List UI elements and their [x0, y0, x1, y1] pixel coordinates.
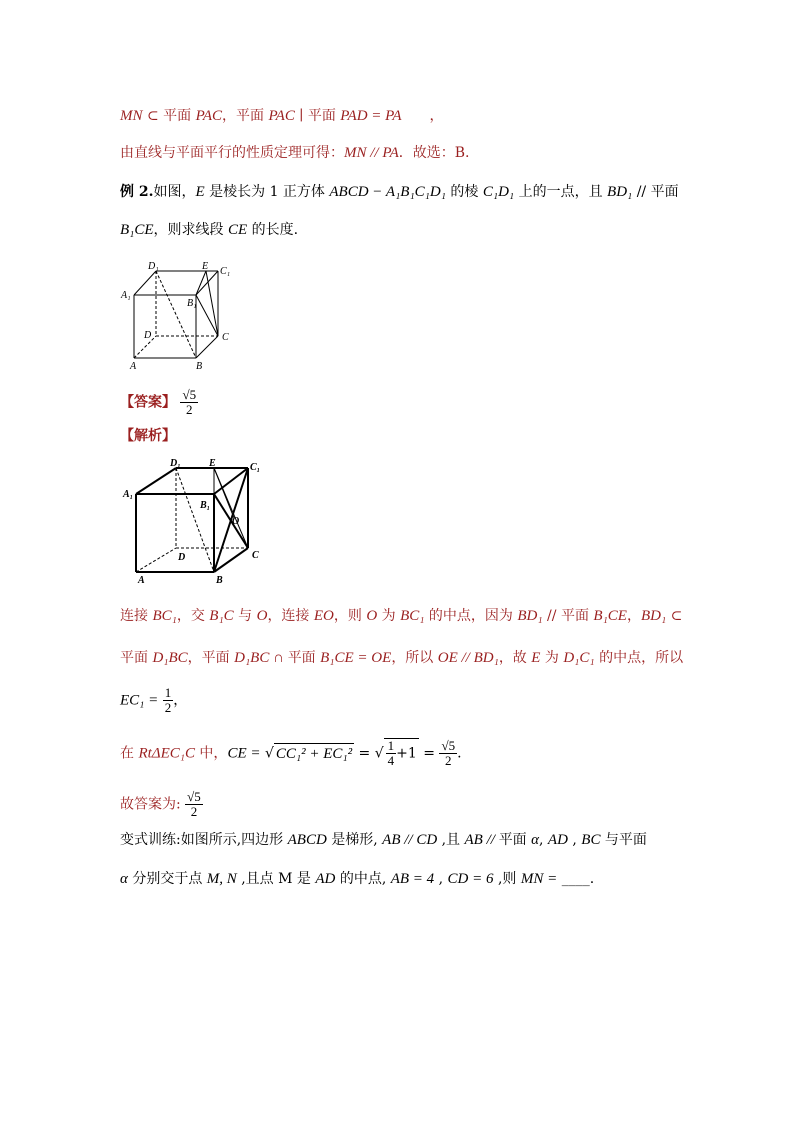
- text: 与平面: [600, 832, 647, 848]
- text: 是棱长为 1 正方体: [204, 184, 330, 200]
- denominator: 2: [164, 700, 172, 715]
- result-fraction: [439, 739, 457, 768]
- solution-line-3: [120, 686, 187, 715]
- text: 与: [233, 608, 257, 624]
- math: BD₁: [517, 608, 543, 624]
- text: ∣ 平面: [294, 108, 341, 124]
- text: +1: [396, 745, 417, 762]
- math: D₁BC: [152, 650, 188, 666]
- text: ____.: [557, 871, 595, 887]
- text: ，: [429, 108, 444, 124]
- text: ，: [173, 692, 188, 709]
- label-a: A: [130, 361, 137, 372]
- math: α: [531, 832, 540, 848]
- answer-label: 【答案】: [120, 394, 176, 411]
- math: AB //: [464, 832, 499, 848]
- text: ,: [539, 832, 548, 848]
- label-d: D: [178, 552, 186, 563]
- label-c: C: [222, 332, 229, 343]
- variant-line-1: [120, 830, 647, 850]
- text: ,则: [493, 871, 521, 887]
- text: ⊂: [666, 608, 683, 624]
- math: CE: [228, 222, 248, 238]
- numerator: 1: [387, 738, 395, 753]
- text: ，则: [333, 608, 367, 624]
- text: =: [354, 745, 371, 762]
- math: M, N: [206, 871, 237, 887]
- text: =: [418, 745, 435, 762]
- text: ，平面: [222, 108, 269, 124]
- text: ，连接: [267, 608, 314, 624]
- text: ，所以: [391, 650, 438, 666]
- final-label: 故答案为:: [120, 796, 181, 813]
- answer-fraction: [180, 388, 198, 417]
- text: 在: [120, 745, 139, 762]
- math: EO: [313, 608, 334, 624]
- math: PAC: [195, 108, 222, 124]
- math: B₁CE = OE: [320, 650, 392, 666]
- math: O: [366, 608, 378, 624]
- math: EC₁ =: [120, 692, 159, 709]
- math: CD = 6: [447, 871, 494, 887]
- math: RtΔEC₁C: [138, 745, 195, 762]
- math: BC₁: [152, 608, 177, 624]
- text: ，平面: [187, 650, 235, 666]
- answer-line: [120, 388, 198, 417]
- numerator: √5: [441, 738, 456, 753]
- text: 为: [377, 608, 401, 624]
- math: CE =: [227, 745, 261, 762]
- denominator: 2: [186, 402, 193, 417]
- label-e: E: [202, 261, 209, 272]
- text: 由直线与平面平行的性质定理可得：: [120, 145, 344, 161]
- math: α: [120, 871, 128, 887]
- denominator: 2: [445, 753, 452, 768]
- text: ，: [626, 608, 641, 624]
- math: BD₁: [607, 184, 633, 200]
- math: PAD = PA: [340, 108, 402, 124]
- text: 连接: [120, 608, 153, 624]
- math: AD: [315, 871, 336, 887]
- label-c1: C₁: [250, 462, 261, 473]
- text: ⊂ 平面: [142, 108, 196, 124]
- text: 的中点,: [335, 871, 391, 887]
- label-o: O: [232, 516, 240, 527]
- math: AB // CD: [382, 832, 438, 848]
- text: 变式训练:如图所示,四边形: [120, 832, 288, 848]
- math: ABCD: [287, 832, 327, 848]
- label-a1: A₁: [121, 290, 131, 301]
- label-e: E: [209, 458, 216, 469]
- label-b1: B₁: [200, 500, 211, 511]
- denominator: 4: [387, 753, 395, 768]
- math: O: [256, 608, 268, 624]
- text: // 平面: [542, 608, 594, 624]
- text: .: [457, 745, 462, 762]
- radicand-2: [384, 738, 419, 768]
- text: 分别交于点: [127, 871, 207, 887]
- label-d1: D₁: [148, 261, 159, 272]
- text: 中，: [194, 745, 228, 762]
- text: 平面: [287, 650, 321, 666]
- text: 是梯形,: [326, 832, 383, 848]
- numerator: 1: [164, 685, 172, 700]
- text: ．故选：B.: [398, 145, 470, 161]
- text: ,且点 M 是: [236, 871, 316, 887]
- final-answer-line: [120, 790, 203, 819]
- math: C₁D₁: [482, 184, 515, 200]
- final-fraction: [185, 790, 203, 819]
- numerator: √5: [182, 387, 197, 402]
- math-mn: MN: [120, 108, 143, 124]
- text: 的中点，所以: [594, 650, 684, 666]
- math: B₁CE: [593, 608, 627, 624]
- math: ABCD − A₁B₁C₁D₁: [329, 184, 446, 200]
- math: OE // BD₁: [437, 650, 499, 666]
- solution-line-4: 在 RtΔEC₁C 中，CE = √ CC₁² + EC₁² = √ $\frac{1}{4}$ +1 = $\frac{√5}{2}$ .: [120, 738, 462, 768]
- radicand-1: CC₁² + EC₁²: [274, 743, 354, 764]
- text: ，交: [176, 608, 210, 624]
- math: MN // PA: [344, 145, 399, 161]
- text: 的棱: [445, 184, 483, 200]
- example-2-line-1: [120, 182, 679, 202]
- cube-figure-2: [120, 456, 270, 588]
- text: 的长度.: [247, 222, 299, 238]
- label-c: C: [252, 550, 259, 561]
- example-2-line-2: [120, 220, 298, 240]
- math: E: [531, 650, 541, 666]
- math: BC₁: [400, 608, 425, 624]
- fraction-half: [163, 686, 174, 715]
- label-a: A: [138, 575, 145, 586]
- label-b: B: [196, 361, 203, 372]
- math: E: [195, 184, 205, 200]
- label-b1: B₁: [187, 298, 197, 309]
- solution-line-1: [120, 606, 682, 626]
- math: B₁C: [209, 608, 234, 624]
- text: // 平面: [632, 184, 679, 200]
- numerator: √5: [187, 789, 201, 804]
- math: B₁CE: [120, 222, 154, 238]
- text: 上的一点，且: [514, 184, 608, 200]
- text: 平面: [498, 832, 532, 848]
- text: 平面: [120, 650, 153, 666]
- text: 如图，: [153, 184, 196, 200]
- math: MN =: [520, 871, 558, 887]
- label-d: D: [144, 330, 152, 341]
- math: AD: [547, 832, 568, 848]
- line-mn-subset: [120, 106, 444, 126]
- example-label: 例 2.: [120, 184, 154, 200]
- math: BC: [581, 832, 601, 848]
- text: ,: [567, 832, 582, 848]
- denominator: 2: [190, 804, 198, 819]
- analysis-label: 【解析】: [120, 428, 176, 444]
- variant-line-2: [120, 869, 594, 889]
- text: 为: [540, 650, 564, 666]
- cube-figure-1: [118, 258, 248, 373]
- math: D₁BC ∩: [234, 650, 288, 666]
- label-a1: A₁: [123, 489, 134, 500]
- text: ,: [434, 871, 448, 887]
- label-b: B: [216, 575, 223, 586]
- label-c1: C₁: [220, 266, 231, 277]
- math: PAC: [268, 108, 295, 124]
- solution-line-2: [120, 648, 683, 668]
- math: AB = 4: [390, 871, 435, 887]
- line-conclusion: [120, 143, 469, 163]
- text: ，则求线段: [153, 222, 228, 238]
- math: D₁C₁: [563, 650, 595, 666]
- label-d1: D₁: [170, 458, 181, 469]
- text: 的中点，因为: [424, 608, 518, 624]
- text: ，故: [498, 650, 532, 666]
- math: BD₁: [640, 608, 667, 624]
- text: ,且: [437, 832, 465, 848]
